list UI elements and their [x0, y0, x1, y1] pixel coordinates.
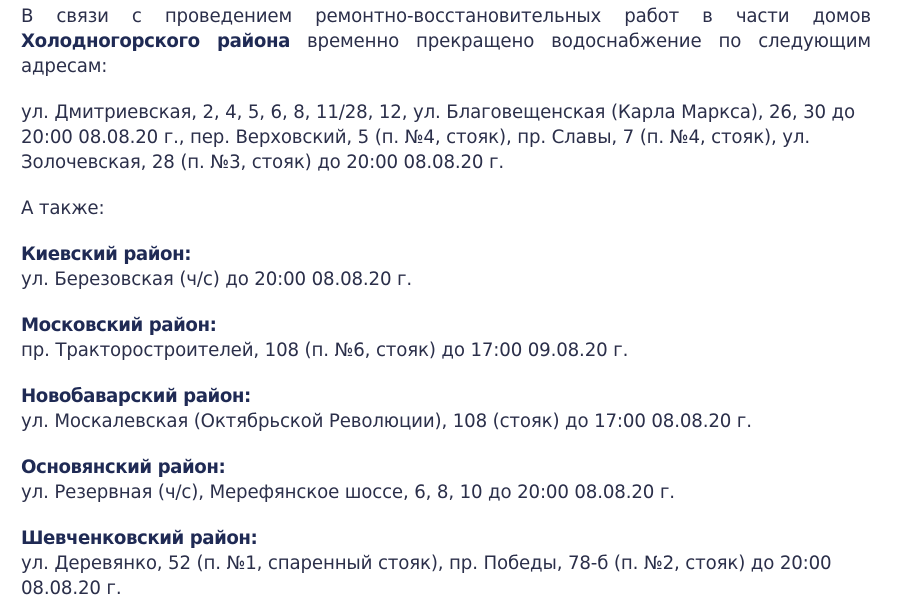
- main-addresses-paragraph: ул. Дмитриевская, 2, 4, 5, 6, 8, 11/28, 12, ул. Благовещенская (Карла Маркса), 26, 30 до 20:00 08.08.20 г., пер. Верховский, 5 (п. №4, стояк), пр. Славы, 7 (п. №4, стояк), ул. Золочевская, 28 (п. №3, стояк) до 20:00 08.08.20 г.: [21, 102, 855, 173]
- intro-text-before: В связи с проведением ремонтно-восстановительных работ в части домов: [21, 6, 871, 27]
- intro-text-after: временно прекращено водоснабжение по следующим адресам:: [21, 31, 871, 77]
- district-block: [21, 242, 871, 292]
- district-addresses: ул. Березовская (ч/с) до 20:00 08.08.20 г.: [21, 269, 413, 290]
- district-name: Новобаварский район:: [21, 386, 251, 407]
- district-list: [21, 242, 871, 601]
- also-label: А также:: [21, 198, 105, 219]
- district-block: [21, 313, 871, 363]
- intro-district-name: Холодногорского района: [21, 31, 290, 52]
- district-name: Киевский район:: [21, 244, 192, 265]
- district-name: Основянский район:: [21, 457, 226, 478]
- district-addresses: ул. Резервная (ч/с), Мерефянское шоссе, 6, 8, 10 до 20:00 08.08.20 г.: [21, 482, 675, 503]
- district-block: [21, 384, 871, 434]
- district-block: [21, 526, 871, 601]
- district-addresses: ул. Деревянко, 52 (п. №1, спаренный стояк), пр. Победы, 78-б (п. №2, стояк) до 20:00 08.08.20 г.: [21, 553, 832, 599]
- district-name: Шевченковский район:: [21, 528, 258, 549]
- district-addresses: ул. Москалевская (Октябрьской Революции), 108 (стояк) до 17:00 08.08.20 г.: [21, 411, 752, 432]
- water-outage-notice: [21, 4, 871, 601]
- district-name: Московский район:: [21, 315, 217, 336]
- district-addresses: пр. Тракторостроителей, 108 (п. №6, стояк) до 17:00 09.08.20 г.: [21, 340, 629, 361]
- intro-paragraph: [21, 4, 871, 79]
- district-block: [21, 455, 871, 505]
